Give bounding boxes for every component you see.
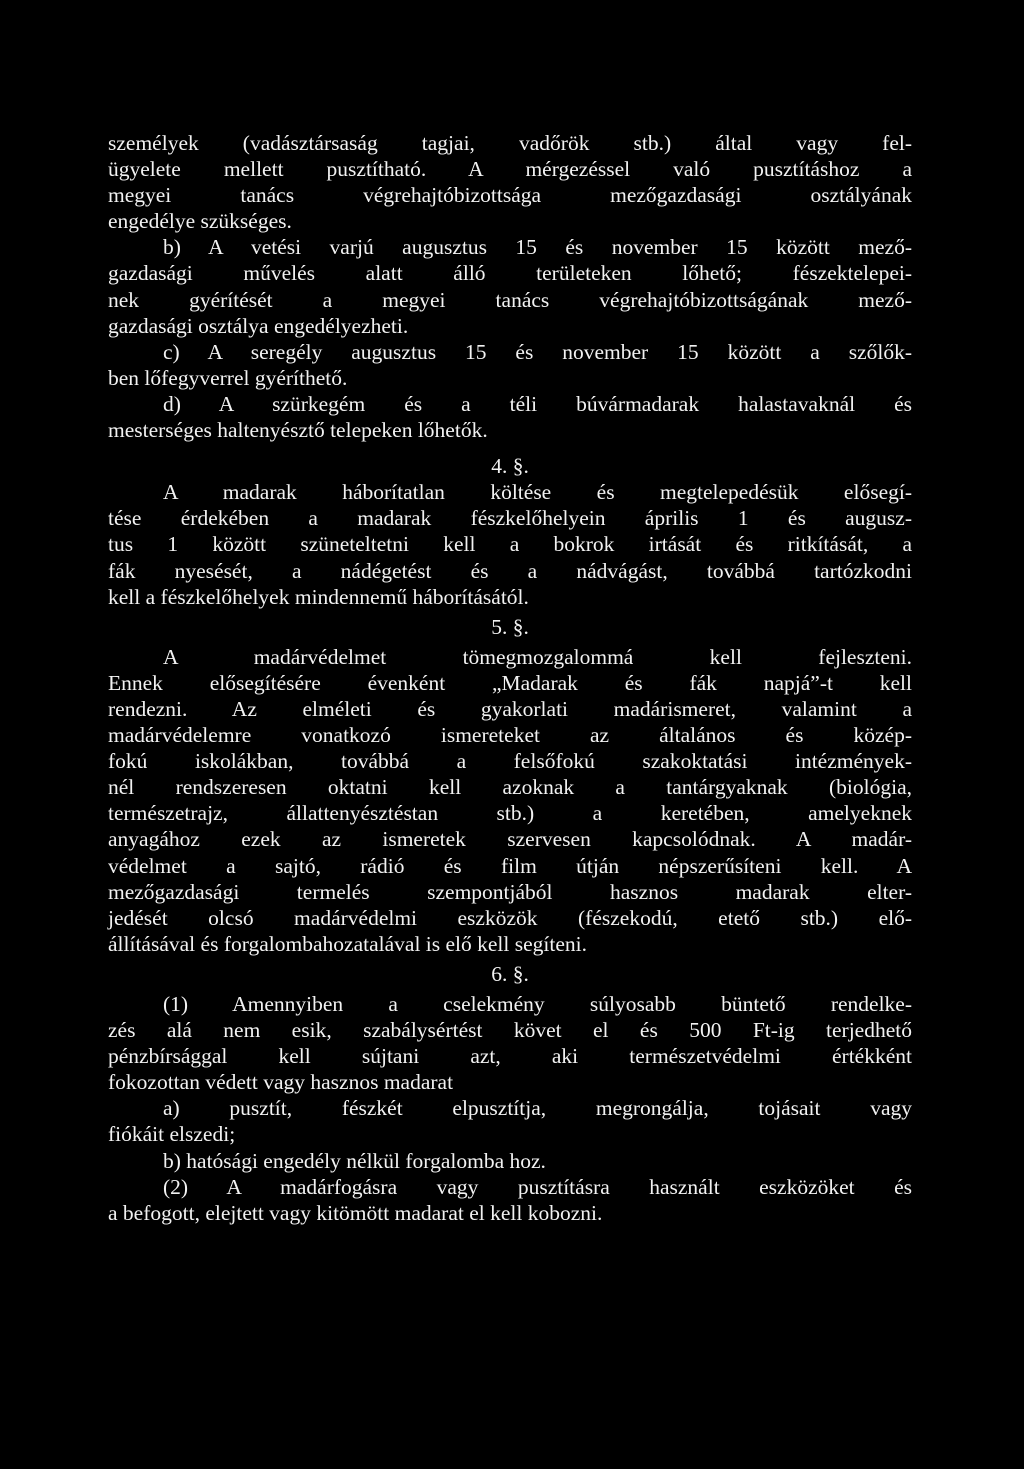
text-line: rendezni. Az elméleti és gyakorlati madárismeret, valamint a [108,696,912,721]
text-line: d) A szürkegém és a téli búvármadarak halastavaknál és [163,391,912,416]
text-line: Ennek elősegítésére évenként „Madarak és fák napjá”-t kell [108,670,912,695]
text-line: a) pusztít, fészkét elpusztítja, megrongálja, tojásait vagy [163,1096,912,1121]
text-line: a befogott, elejtett vagy kitömött madarat el kell kobozni. [108,1200,603,1225]
text-line: fokú iskolákban, továbbá a felsőfokú szakoktatási intézmények- [108,749,912,774]
text-line: zés alá nem esik, szabálysértést követ el és 500 Ft-ig terjedhető [108,1018,912,1043]
text-line: fák nyesését, a nádégetést és a nádvágást, továbbá tartózkodni [108,558,912,583]
text-line: megyei tanács végrehajtóbizottsága mezőgazdasági osztályának [108,183,912,208]
text-line: gazdasági osztálya engedélyezheti. [108,313,409,338]
text-line: (1) Amennyiben a cselekmény súlyosabb büntető rendelke- [163,992,912,1016]
text-line: gazdasági művelés alatt álló területeken lőhető; fészektelepei- [108,261,912,286]
text-line: b) hatósági engedély nélkül forgalomba hoz. [163,1148,546,1173]
text-line: c) A seregély augusztus 15 és november 15 között a szőlők- [163,339,912,364]
text-line: személyek (vadásztársaság tagjai, vadőrök stb.) által vagy fel- [108,131,912,155]
text-line: b) A vetési varjú augusztus 15 és november 15 között mező- [163,235,912,260]
text-line: engedélye szükséges. [108,209,292,234]
text-line: természetrajz, állattenyésztéstan stb.) a keretében, amelyeknek [108,801,912,826]
text-line: mesterséges haltenyésztő telepeken lőhetők. [108,418,488,443]
text-line: A madarak háborítatlan költése és megtelepedésük elősegí- [163,480,912,505]
text-line: tése érdekében a madarak fészkelőhelyein április 1 és augusz- [108,506,912,531]
text-line: ügyelete mellett pusztítható. A mérgezéssel való pusztításhoz a [108,157,912,182]
text-line: jedését olcsó madárvédelmi eszközök (fészekodú, etető stb.) elő- [108,905,912,930]
text-line: fiókáit elszedi; [108,1122,236,1147]
text-line: állításával és forgalombahozatalával is elő kell segíteni. [108,931,588,956]
text-line: nél rendszeresen oktatni kell azoknak a tantárgyaknak (biológia, [108,775,912,800]
text-line: madárvédelemre vonatkozó ismereteket az általános és közép- [108,723,912,748]
section-heading: 4. §. [491,454,529,479]
text-line: pénzbírsággal kell sújtani azt, aki természetvédelmi értékként [108,1044,912,1069]
text-line: mezőgazdasági termelés szempontjából hasznos madarak elter- [108,879,912,904]
text-line: védelmet a sajtó, rádió és film útján népszerűsíteni kell. A [108,853,912,878]
text-line: ben lőfegyverrel gyéríthető. [108,365,348,390]
section-heading: 6. §. [491,961,529,986]
section-heading: 5. §. [491,614,529,639]
text-line: fokozottan védett vagy hasznos madarat [108,1070,454,1095]
text-line: anyagához ezek az ismeretek szervesen kapcsolódnak. A madár- [108,827,912,852]
text-line: kell a fészkelőhelyek mindennemű háborításától. [108,584,529,609]
text-line: (2) A madárfogásra vagy pusztításra használt eszközöket és [163,1174,912,1199]
text-line: tus 1 között szüneteltetni kell a bokrok irtását és ritkítását, a [108,532,912,557]
text-line: A madárvédelmet tömegmozgalommá kell fejleszteni. [163,644,912,669]
document-page [108,130,912,1226]
text-line: nek gyérítését a megyei tanács végrehajtóbizottságának mező- [108,287,912,312]
